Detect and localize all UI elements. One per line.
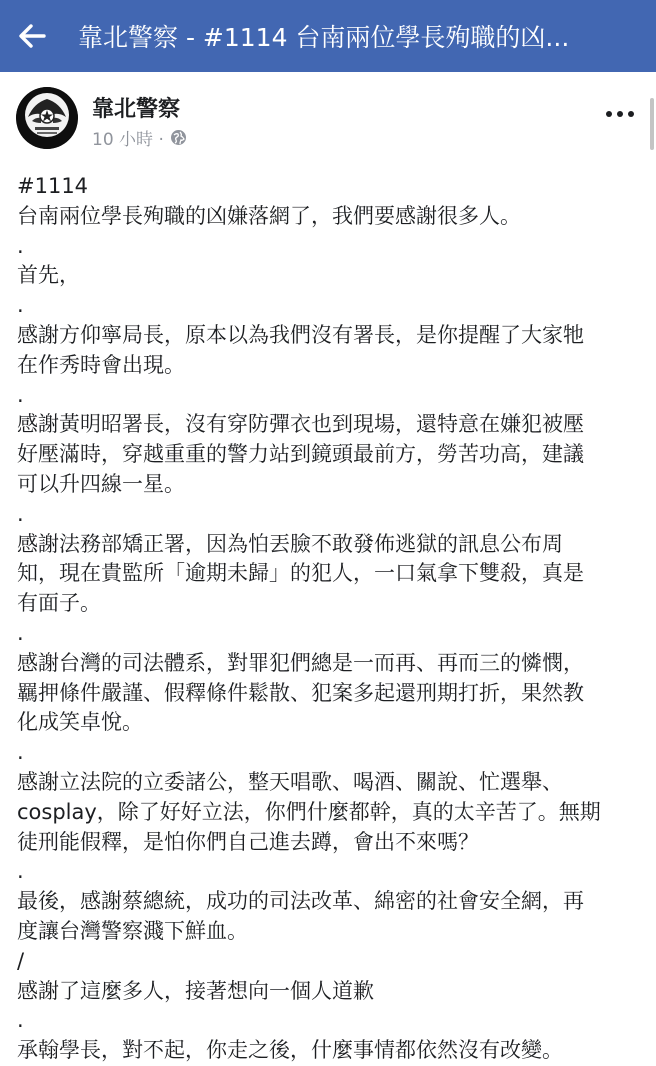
post-text-line: 感謝立法院的立委諸公，整天唱歌、喝酒、關說、忙選舉、: [17, 769, 563, 794]
post-text-line: .: [17, 382, 24, 407]
police-emblem-icon: [16, 87, 78, 149]
post-body: [17, 172, 639, 1066]
post-text-line: .: [17, 859, 24, 884]
more-options-button[interactable]: [606, 106, 634, 122]
arrow-left-icon: [18, 24, 46, 48]
post-text-line: 知，現在貴監所「逾期未歸」的犯人，一口氣拿下雙殺，真是: [17, 561, 584, 586]
scrollbar[interactable]: [650, 98, 654, 150]
post-text-line: 有面子。: [17, 591, 101, 616]
post-text-line: .: [17, 740, 24, 765]
more-horizontal-icon: [606, 111, 612, 117]
post-text-line: .: [17, 233, 24, 258]
post-text-line: 在作秀時會出現。: [17, 352, 185, 377]
post-text-line: 感謝法務部矯正署，因為怕丟臉不敢發佈逃獄的訊息公布周: [17, 531, 563, 556]
post-text-line: 台南兩位學長殉職的凶嫌落網了，我們要感謝很多人。: [17, 203, 521, 228]
post-text-line: /: [17, 948, 25, 973]
top-navigation-bar: [0, 0, 656, 72]
post-text-line: 感謝台灣的司法體系，對罪犯們總是一而再、再而三的憐憫，: [17, 650, 584, 675]
post-text-line: 度讓台灣警察濺下鮮血。: [17, 918, 248, 943]
post-text-line: 最後，感謝蔡總統，成功的司法改革、綿密的社會安全網，再: [17, 889, 584, 914]
post-text-line: 可以升四線一星。: [17, 471, 185, 496]
post-text-line: 承翰學長，對不起，你走之後，什麼事情都依然沒有改變。: [17, 1038, 563, 1063]
post-text-line: .: [17, 293, 24, 318]
post-text-line: .: [17, 1008, 24, 1033]
post-text-line: 化成笑卓悅。: [17, 710, 143, 735]
post-text-line: 感謝了這麼多人，接著想向一個人道歉: [17, 978, 374, 1003]
page-title: 靠北警察 - #1114 台南兩位學長殉職的凶...: [78, 23, 570, 52]
post-meta: [92, 125, 187, 150]
post-text-line: .: [17, 501, 24, 526]
post-header: [0, 84, 656, 156]
post-text-line: 羈押條件嚴謹、假釋條件鬆散、犯案多起還刑期打折，果然教: [17, 680, 584, 705]
post-text-line: 感謝方仰寧局長，原本以為我們沒有署長，是你提醒了大家牠: [17, 322, 584, 347]
post-text-line: 徒刑能假釋，是怕你們自己進去蹲，會出不來嗎？: [17, 829, 479, 854]
post-text-line: .: [17, 620, 24, 645]
post-text-line: #1114: [17, 174, 89, 198]
page-name[interactable]: 靠北警察: [92, 97, 181, 122]
post-text-line: 好壓滿時，穿越重重的警力站到鏡頭最前方，勞苦功高，建議: [17, 442, 584, 467]
avatar[interactable]: [16, 87, 78, 149]
back-button[interactable]: [0, 0, 64, 72]
post-text-line: cosplay，除了好好立法，你們什麼都幹，真的太辛苦了。無期: [17, 799, 601, 824]
post-text-line: 首先，: [17, 263, 80, 288]
post-text-line: 感謝黃明昭署長，沒有穿防彈衣也到現場，還特意在嫌犯被壓: [17, 412, 584, 437]
post-time[interactable]: 10 小時 ·: [92, 130, 164, 150]
globe-icon: [170, 129, 187, 146]
